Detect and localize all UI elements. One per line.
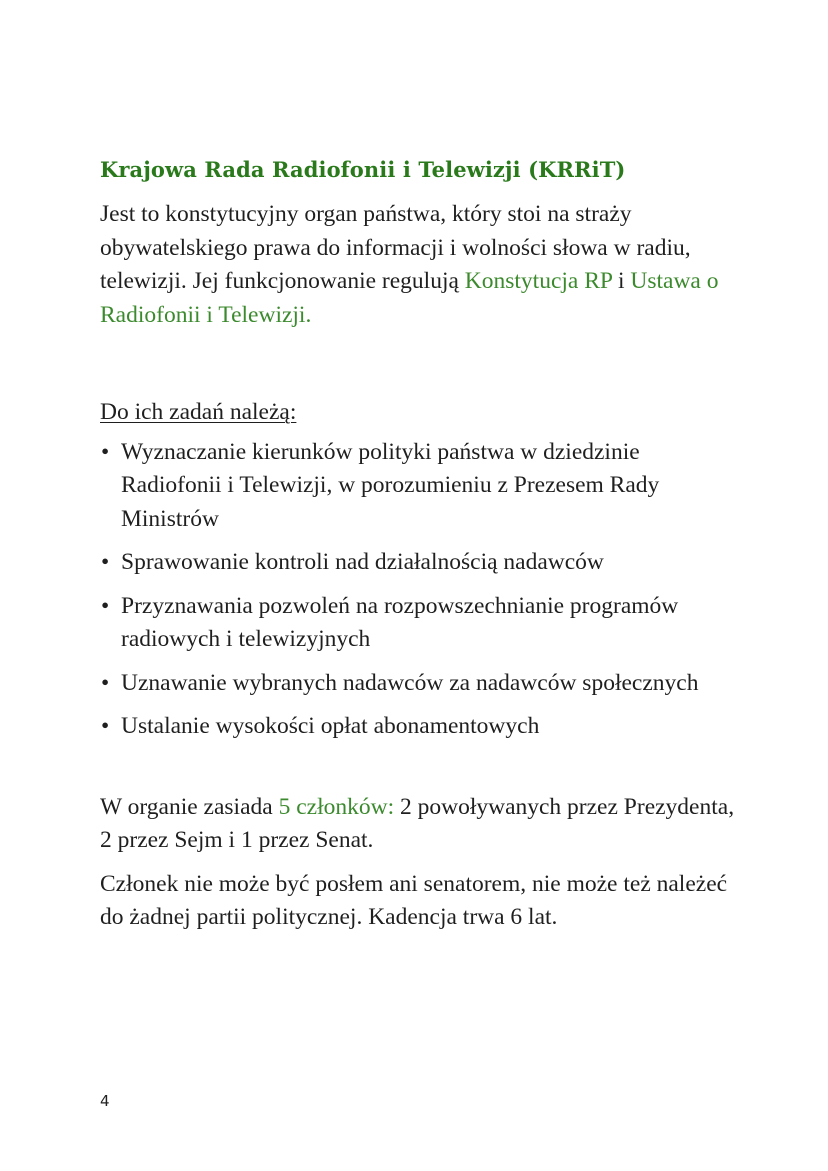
restriction-paragraph: Członek nie może być posłem ani senatorem, nie może też należeć do żadnej partii politycznej. Kadencja trwa 6 lat. [100,870,728,930]
bullet-icon: • [101,549,110,575]
list-item [100,590,740,657]
tasks-heading: Do ich zadań należą: [100,399,297,425]
bullet-icon: • [101,592,110,619]
members-text-after: 2 powoływanych przez Prezydenta, 2 przez Sejm i 1 przez Senat. [100,793,735,853]
intro-text: Jest to konstytucyjny organ państwa, który stoi na straży obywatelskiego prawa do informacji i wolności słowa w radiu, telewizji. Jej funkcjonowanie regulują [100,201,691,294]
page-number: 4 [100,1092,110,1110]
bullet-icon: • [101,438,110,465]
list-item [100,710,740,744]
bullet-icon: • [101,669,110,696]
bullet-icon: • [101,713,110,739]
list-item [100,667,740,701]
link-ustawa[interactable]: Ustawa o Radiofonii i Telewizji. [100,268,719,328]
page-title: Krajowa Rada Radiofonii i Telewizji (KRRiT) [100,157,626,182]
intro-connector: i [612,268,631,294]
link-konstytucja[interactable]: Konstytucja RP [464,268,613,294]
list-item-text: Przyznawania pozwoleń na rozpowszechnianie programów radiowych i telewizyjnych [121,592,679,652]
list-item [100,546,740,580]
members-paragraph [100,791,740,858]
list-item-text: Uznawanie wybranych nadawców za nadawców społecznych [121,669,699,696]
members-text-before: W organie zasiada [100,793,279,820]
list-item [100,436,740,537]
list-item-text: Ustalanie wysokości opłat abonamentowych [121,713,540,739]
intro-paragraph [100,198,740,332]
tasks-list [100,436,740,744]
members-highlight: 5 członków: [278,793,395,820]
page-content [100,152,740,935]
list-item-text: Wyznaczanie kierunków polityki państwa w dziedzinie Radiofonii i Telewizji, w porozumieniu z Prezesem Rady Ministrów [121,438,660,532]
list-item-text: Sprawowanie kontroli nad działalnością nadawców [121,549,604,575]
